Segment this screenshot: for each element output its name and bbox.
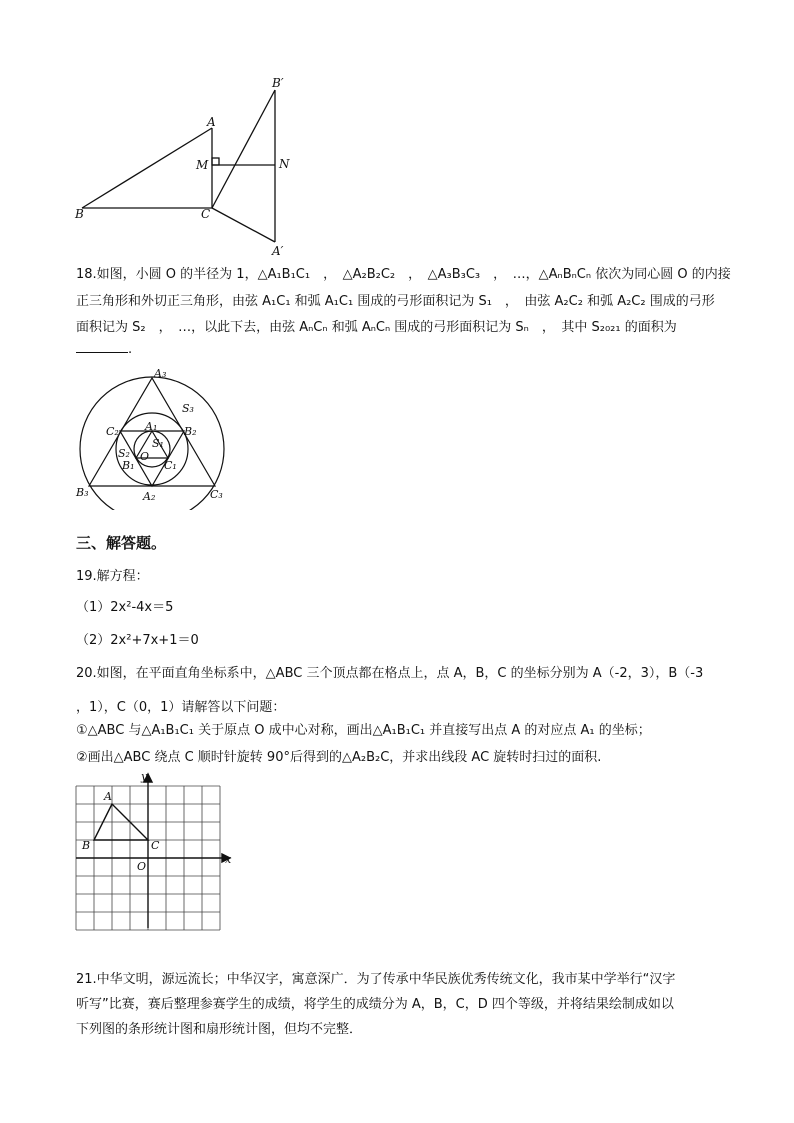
q20-item1: ①△ABC 与△A₁B₁C₁ 关于原点 O 成中心对称，画出△A₁B₁C₁ 并直接写出点 A 的对应点 A₁ 的坐标； bbox=[76, 723, 651, 738]
figure-18 bbox=[70, 365, 240, 510]
label-A: A bbox=[104, 790, 112, 803]
segment-BA bbox=[82, 128, 212, 208]
q21-line3: 下列图的条形统计图和扇形统计图，但均不完整． bbox=[76, 1022, 363, 1037]
label-y: y bbox=[141, 770, 148, 783]
q21-line2: 听写”比赛，赛后整理参赛学生的成绩，将学生的成绩分为 A，B，C，D 四个等级，并将结果绘制成如以 bbox=[76, 997, 674, 1012]
label-M: M bbox=[196, 158, 209, 172]
q19-title: 19.解方程： bbox=[76, 569, 149, 584]
q20-item2: ②画出△ABC 绕点 C 顺时针旋转 90°后得到的△A₂B₂C，并求出线段 AC 旋转时扫过的面积. bbox=[76, 750, 602, 765]
label-S3: S₃ bbox=[182, 402, 194, 415]
label-x: x bbox=[225, 853, 232, 866]
label-Ap: A′ bbox=[272, 244, 284, 258]
q18-line1 bbox=[76, 265, 731, 285]
label-A2: A₂ bbox=[143, 490, 156, 503]
label-B3: B₃ bbox=[76, 486, 89, 499]
q19-eq1: （1）2x²-4x＝5 bbox=[76, 600, 174, 615]
q21-line1: 21.中华文明，源远流长；中华汉字，寓意深广．为了传承中华民族优秀传统文化，我市某中学举行“汉字 bbox=[76, 972, 676, 987]
q20-line2: ，1），C（0，1）请解答以下问题： bbox=[76, 700, 286, 715]
q19-eq2: （2）2x²+7x+1＝0 bbox=[76, 633, 199, 648]
q18-end: . bbox=[128, 342, 133, 357]
label-B1: B₁ bbox=[122, 459, 135, 472]
label-B: B bbox=[75, 207, 84, 221]
right-angle-mark bbox=[212, 158, 219, 165]
label-S2: S₂ bbox=[118, 447, 130, 460]
label-B2: B₂ bbox=[184, 425, 197, 438]
q18-line1-a: 18.如图，小圆 O 的半径为 1， bbox=[76, 267, 258, 282]
label-O: O bbox=[137, 860, 147, 873]
q20-line1: 20.如图，在平面直角坐标系中，△ABC 三个顶点都在格点上，点 A，B，C 的坐标分别为 A（-2，3），B（-3 bbox=[76, 666, 704, 681]
label-Bp: B′ bbox=[272, 76, 284, 90]
figure-17 bbox=[60, 70, 300, 260]
label-A: A bbox=[207, 115, 216, 129]
label-A3: A₃ bbox=[154, 367, 167, 380]
label-A1: A₁ bbox=[145, 420, 158, 433]
q18-line1-b: △A₁B₁C₁ ， △A₂B₂C₂ ， △A₃B₃C₃ ， …，△AₙBₙCₙ 依次为同心圆 O 的内接 bbox=[257, 267, 731, 282]
answer-blank bbox=[76, 340, 128, 353]
segment-CBp bbox=[212, 90, 275, 208]
label-O: O bbox=[140, 450, 150, 463]
label-S1: S₁ bbox=[152, 437, 164, 450]
segment-CAp bbox=[212, 208, 275, 242]
label-C1: C₁ bbox=[164, 459, 177, 472]
label-C: C bbox=[201, 207, 211, 221]
figure-20-grid bbox=[70, 770, 250, 932]
q18-line3: 面积记为 S₂ ， …，以此下去，由弦 AₙCₙ 和弧 AₙCₙ 围成的弓形面积记为 Sₙ ， 其中 S₂₀₂₁ 的面积为 bbox=[76, 320, 677, 335]
label-C2: C₂ bbox=[106, 425, 119, 438]
q18-answer-blank bbox=[76, 340, 132, 360]
section-heading: 三、解答题。 bbox=[76, 534, 167, 552]
label-B: B bbox=[82, 839, 91, 852]
label-C: C bbox=[151, 839, 160, 852]
q18-line2: 正三角形和外切正三角形，由弦 A₁C₁ 和弧 A₁C₁ 围成的弓形面积记为 S₁ ， 由弦 A₂C₂ 和弧 A₂C₂ 围成的弓形 bbox=[76, 294, 715, 309]
label-N: N bbox=[279, 157, 290, 171]
label-C3: C₃ bbox=[210, 488, 223, 501]
